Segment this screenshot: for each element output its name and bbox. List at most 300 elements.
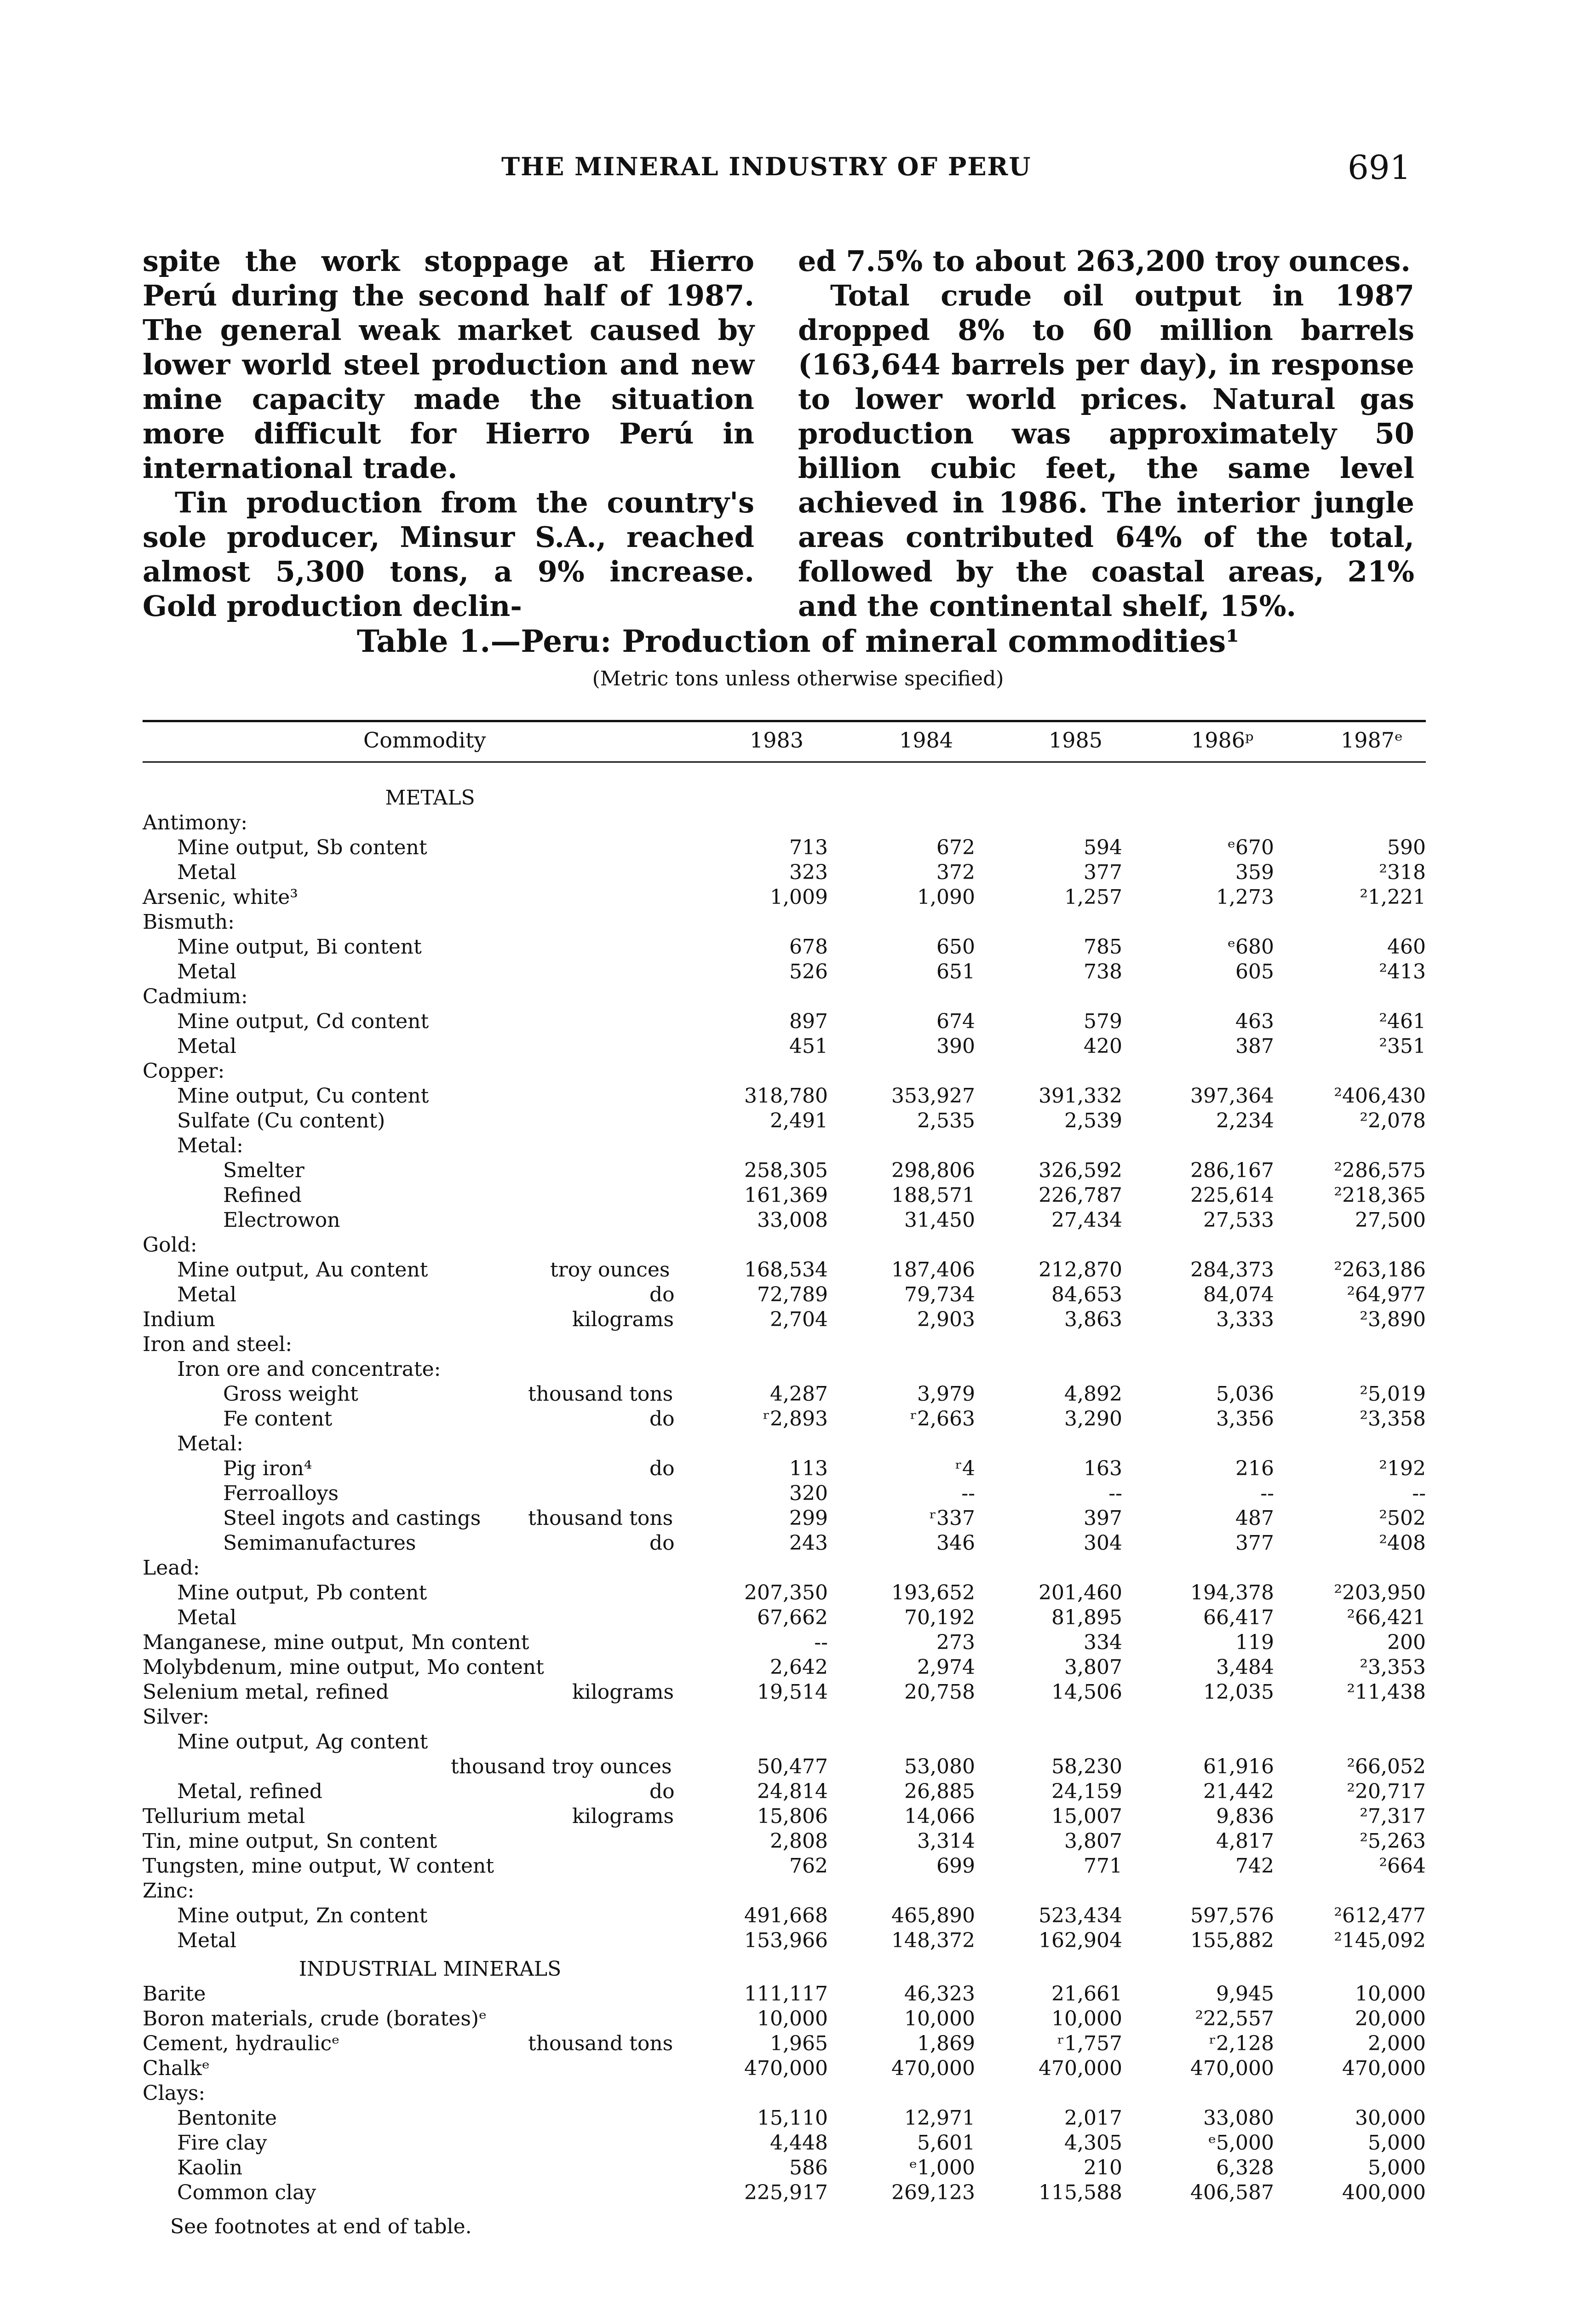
value-cell: 463 bbox=[1235, 1010, 1274, 1033]
value-cell: 6,328 bbox=[1216, 2156, 1274, 2179]
value-cell: 194,378 bbox=[1190, 1581, 1274, 1604]
value-cell: 897 bbox=[789, 1010, 828, 1033]
value-cell: 53,080 bbox=[904, 1755, 975, 1778]
value-cell: 470,000 bbox=[891, 2057, 975, 2080]
table-row bbox=[143, 1879, 1426, 1903]
commodity-label: Iron ore and concentrate: bbox=[177, 1357, 441, 1381]
table-row bbox=[143, 1258, 1426, 1282]
value-cell: 1,273 bbox=[1216, 886, 1274, 909]
commodity-label: Tungsten, mine output, W content bbox=[143, 1854, 494, 1878]
value-cell: 470,000 bbox=[1190, 2057, 1274, 2080]
value-cell: -- bbox=[961, 1482, 975, 1505]
value-cell: 9,945 bbox=[1216, 1982, 1274, 2006]
value-cell: 66,417 bbox=[1203, 1606, 1274, 1629]
table-row bbox=[143, 1779, 1426, 1804]
value-cell: 390 bbox=[936, 1035, 975, 1058]
value-cell: 605 bbox=[1235, 960, 1274, 983]
value-cell: 2,808 bbox=[770, 1829, 828, 1853]
value-cell: 81,895 bbox=[1051, 1606, 1122, 1629]
value-cell: 15,110 bbox=[757, 2106, 828, 2130]
value-cell: 284,373 bbox=[1190, 1258, 1274, 1282]
value-cell: -- bbox=[1260, 1482, 1274, 1505]
value-cell: 4,448 bbox=[770, 2131, 828, 2155]
column-header-1985: 1985 bbox=[1049, 728, 1103, 753]
unit-label: kilograms bbox=[572, 1805, 674, 1828]
value-cell: 9,836 bbox=[1216, 1805, 1274, 1828]
value-cell: ²1,221 bbox=[1360, 886, 1426, 909]
table-subtitle: (Metric tons unless otherwise specified) bbox=[592, 667, 1004, 690]
value-cell: ᵉ670 bbox=[1227, 836, 1274, 859]
value-cell: 526 bbox=[789, 960, 828, 983]
value-cell: 2,535 bbox=[917, 1109, 975, 1133]
commodity-label: Mine output, Ag content bbox=[177, 1730, 428, 1754]
commodity-label: Antimony: bbox=[143, 811, 248, 834]
value-cell: 420 bbox=[1084, 1035, 1122, 1058]
table-row bbox=[143, 860, 1426, 885]
value-cell: 713 bbox=[789, 836, 828, 859]
value-cell: 304 bbox=[1084, 1531, 1122, 1555]
unit-label: do bbox=[649, 1283, 675, 1306]
unit-label: thousand troy ounces bbox=[451, 1755, 672, 1778]
value-cell: 678 bbox=[789, 935, 828, 959]
commodity-label: Refined bbox=[223, 1184, 302, 1207]
commodity-label: Metal bbox=[177, 1283, 237, 1306]
table-footnote: See footnotes at end of table. bbox=[170, 2215, 472, 2238]
table-row bbox=[143, 2156, 1426, 2180]
commodity-label: Indium bbox=[143, 1308, 216, 1331]
value-cell: 15,007 bbox=[1051, 1805, 1122, 1828]
column-header-1984: 1984 bbox=[899, 728, 953, 753]
value-cell: 400,000 bbox=[1342, 2181, 1426, 2204]
value-cell: 216 bbox=[1235, 1457, 1274, 1480]
section-metals: METALS bbox=[385, 786, 475, 810]
table-row bbox=[143, 1158, 1426, 1183]
value-cell: 2,234 bbox=[1216, 1109, 1274, 1133]
table-row bbox=[143, 1531, 1426, 1556]
commodity-label: Electrowon bbox=[223, 1208, 340, 1232]
value-cell: ²7,317 bbox=[1360, 1805, 1426, 1828]
value-cell: ²263,186 bbox=[1334, 1258, 1426, 1282]
value-cell: 72,789 bbox=[757, 1283, 828, 1306]
commodity-label: Mine output, Sb content bbox=[177, 836, 427, 859]
commodity-label: Iron and steel: bbox=[143, 1333, 293, 1356]
commodity-label: Mine output, Au content bbox=[177, 1258, 428, 1282]
table-row bbox=[143, 1332, 1426, 1357]
table-row bbox=[143, 960, 1426, 984]
value-cell: 738 bbox=[1084, 960, 1122, 983]
value-cell: ²203,950 bbox=[1334, 1581, 1426, 1604]
value-cell: ²461 bbox=[1379, 1010, 1426, 1033]
value-cell: ²145,092 bbox=[1334, 1929, 1426, 1952]
value-cell: ʳ4 bbox=[955, 1457, 975, 1480]
value-cell: 672 bbox=[936, 836, 975, 859]
value-cell: ²351 bbox=[1379, 1035, 1426, 1058]
value-cell: 3,314 bbox=[917, 1829, 975, 1853]
table-row bbox=[143, 1208, 1426, 1233]
commodity-label: Steel ingots and castings bbox=[223, 1506, 481, 1530]
value-cell: 651 bbox=[936, 960, 975, 983]
value-cell: 579 bbox=[1084, 1010, 1122, 1033]
value-cell: 27,533 bbox=[1203, 1208, 1274, 1232]
unit-label: kilograms bbox=[572, 1680, 674, 1704]
value-cell: 67,662 bbox=[757, 1606, 828, 1629]
value-cell: 2,491 bbox=[770, 1109, 828, 1133]
value-cell: 15,806 bbox=[757, 1805, 828, 1828]
value-cell: ʳ2,663 bbox=[910, 1407, 975, 1431]
value-cell: 10,000 bbox=[904, 2007, 975, 2030]
value-cell: 200 bbox=[1387, 1631, 1426, 1654]
value-cell: 33,080 bbox=[1203, 2106, 1274, 2130]
value-cell: 2,539 bbox=[1064, 1109, 1122, 1133]
paragraph: Total crude oil output in 1987 dropped 8% to 60 million barrels (163,644 barrels per day), in response to lower world prices. Natural gas production was approximately 50 billion cubic feet, the same level achieved in 1986. The interior jungle areas contributed 64% of the total, followed by the coastal areas, 21% and the continental shelf, 15%. bbox=[798, 279, 1414, 623]
value-cell: 1,090 bbox=[917, 886, 975, 909]
table-row bbox=[143, 1233, 1426, 1258]
unit-label: kilograms bbox=[572, 1308, 674, 1331]
commodity-label: Selenium metal, refined bbox=[143, 1680, 389, 1704]
value-cell: -- bbox=[814, 1631, 828, 1654]
commodity-label: Common clay bbox=[177, 2181, 316, 2204]
value-cell: ²318 bbox=[1379, 861, 1426, 884]
value-cell: 470,000 bbox=[744, 2057, 828, 2080]
value-cell: 4,287 bbox=[770, 1382, 828, 1406]
value-cell: 21,661 bbox=[1051, 1982, 1122, 2006]
value-cell: 24,159 bbox=[1051, 1780, 1122, 1803]
paragraph: ed 7.5% to about 263,200 troy ounces. bbox=[798, 244, 1411, 278]
commodity-label: Metal bbox=[177, 1606, 237, 1629]
value-cell: 3,484 bbox=[1216, 1656, 1274, 1679]
value-cell: 1,965 bbox=[770, 2032, 828, 2055]
table-row bbox=[143, 1605, 1426, 1630]
value-cell: 391,332 bbox=[1039, 1084, 1122, 1108]
value-cell: 84,074 bbox=[1203, 1283, 1274, 1306]
value-cell: 207,350 bbox=[744, 1581, 828, 1604]
commodity-label: Barite bbox=[143, 1982, 206, 2006]
value-cell: 119 bbox=[1235, 1631, 1274, 1654]
value-cell: 269,123 bbox=[891, 2181, 975, 2204]
value-cell: 286,167 bbox=[1190, 1159, 1274, 1182]
value-cell: 4,817 bbox=[1216, 1829, 1274, 1853]
value-cell: 2,642 bbox=[770, 1656, 828, 1679]
value-cell: 3,333 bbox=[1216, 1308, 1274, 1331]
page-number: 691 bbox=[1348, 148, 1411, 187]
value-cell: ²3,890 bbox=[1360, 1308, 1426, 1331]
table-row bbox=[143, 1084, 1426, 1109]
table-row bbox=[143, 935, 1426, 960]
value-cell: 10,000 bbox=[1355, 1982, 1426, 2006]
commodity-label: Tellurium metal bbox=[143, 1805, 305, 1828]
table-row bbox=[143, 2081, 1426, 2106]
commodity-label: Boron materials, crude (borates)ᵉ bbox=[143, 2007, 487, 2030]
table-row bbox=[143, 2056, 1426, 2081]
table-row bbox=[143, 1456, 1426, 1481]
commodity-label: Silver: bbox=[143, 1705, 210, 1729]
right-text-column bbox=[798, 244, 1414, 623]
unit-label: thousand tons bbox=[528, 1382, 673, 1406]
value-cell: 225,917 bbox=[744, 2181, 828, 2204]
value-cell: ²20,717 bbox=[1347, 1780, 1426, 1803]
value-cell: 346 bbox=[936, 1531, 975, 1555]
value-cell: ʳ1,757 bbox=[1057, 2032, 1122, 2055]
value-cell: 225,614 bbox=[1190, 1184, 1274, 1207]
unit-label: troy ounces bbox=[550, 1258, 670, 1282]
value-cell: ²5,263 bbox=[1360, 1829, 1426, 1853]
value-cell: 2,704 bbox=[770, 1308, 828, 1331]
table-row bbox=[143, 2180, 1426, 2205]
table-title: Table 1.—Peru: Production of mineral commodities¹ bbox=[356, 623, 1240, 659]
value-cell: 70,192 bbox=[904, 1606, 975, 1629]
value-cell: ²413 bbox=[1379, 960, 1426, 983]
value-cell: ²2,078 bbox=[1360, 1109, 1426, 1133]
value-cell: ²502 bbox=[1379, 1506, 1426, 1530]
value-cell: 597,576 bbox=[1190, 1904, 1274, 1927]
commodity-label: Metal bbox=[177, 1929, 237, 1952]
table-row bbox=[143, 1034, 1426, 1059]
commodity-label: Fe content bbox=[223, 1407, 333, 1431]
value-cell: 2,000 bbox=[1368, 2032, 1426, 2055]
table-row bbox=[143, 2007, 1426, 2031]
value-cell: 193,652 bbox=[891, 1581, 975, 1604]
value-cell: 3,356 bbox=[1216, 1407, 1274, 1431]
table-row bbox=[143, 1183, 1426, 1208]
table-row bbox=[143, 1957, 1426, 1982]
value-cell: 586 bbox=[789, 2156, 828, 2179]
value-cell: ²664 bbox=[1379, 1854, 1426, 1878]
table-row bbox=[143, 2031, 1426, 2056]
value-cell: 5,000 bbox=[1368, 2156, 1426, 2179]
table-row bbox=[143, 1581, 1426, 1605]
value-cell: ²192 bbox=[1379, 1457, 1426, 1480]
value-cell: 2,903 bbox=[917, 1308, 975, 1331]
value-cell: ²64,977 bbox=[1347, 1283, 1426, 1306]
commodity-label: Gold: bbox=[143, 1233, 197, 1257]
table-row bbox=[143, 835, 1426, 860]
value-cell: 5,036 bbox=[1216, 1382, 1274, 1406]
value-cell: 326,592 bbox=[1039, 1159, 1122, 1182]
commodity-label: Mine output, Bi content bbox=[177, 935, 422, 959]
table-row bbox=[143, 1630, 1426, 1655]
unit-label: thousand tons bbox=[528, 1506, 673, 1530]
table-row bbox=[143, 1357, 1426, 1382]
value-cell: 3,807 bbox=[1064, 1829, 1122, 1853]
table-row bbox=[143, 1481, 1426, 1506]
value-cell: ²218,365 bbox=[1334, 1184, 1426, 1207]
value-cell: 79,734 bbox=[904, 1283, 975, 1306]
commodity-label: Mine output, Zn content bbox=[177, 1904, 428, 1927]
table-row bbox=[143, 1307, 1426, 1332]
value-cell: ²5,019 bbox=[1360, 1382, 1426, 1406]
value-cell: 1,009 bbox=[770, 886, 828, 909]
column-header-1983: 1983 bbox=[750, 728, 804, 753]
commodity-label: Metal bbox=[177, 1035, 237, 1058]
commodity-label: Chalkᵉ bbox=[143, 2057, 210, 2080]
value-cell: 465,890 bbox=[891, 1904, 975, 1927]
value-cell: 299 bbox=[789, 1506, 828, 1530]
value-cell: 50,477 bbox=[757, 1755, 828, 1778]
value-cell: 10,000 bbox=[1051, 2007, 1122, 2030]
value-cell: 470,000 bbox=[1039, 2057, 1122, 2080]
value-cell: 372 bbox=[936, 861, 975, 884]
commodity-label: Tin, mine output, Sn content bbox=[143, 1829, 437, 1853]
commodity-label: Arsenic, white³ bbox=[143, 886, 298, 909]
unit-label: thousand tons bbox=[528, 2032, 673, 2055]
table-row bbox=[143, 1982, 1426, 2007]
commodity-label: Smelter bbox=[223, 1159, 304, 1182]
column-header-1987: 1987ᵉ bbox=[1341, 728, 1403, 753]
value-cell: ᵉ5,000 bbox=[1208, 2131, 1274, 2155]
value-cell: ²3,353 bbox=[1360, 1656, 1426, 1679]
value-cell: 33,008 bbox=[757, 1208, 828, 1232]
table-top-rule bbox=[143, 720, 1426, 722]
value-cell: 14,506 bbox=[1051, 1680, 1122, 1704]
value-cell: 14,066 bbox=[904, 1805, 975, 1828]
table-row bbox=[143, 1009, 1426, 1034]
table-row bbox=[143, 1705, 1426, 1730]
table-row bbox=[143, 2106, 1426, 2131]
table-row bbox=[143, 1133, 1426, 1158]
table-row bbox=[143, 984, 1426, 1009]
column-header-1986: 1986ᵖ bbox=[1191, 728, 1254, 753]
value-cell: 397 bbox=[1084, 1506, 1122, 1530]
value-cell: 21,442 bbox=[1203, 1780, 1274, 1803]
paragraph: Tin production from the country's sole producer, Minsur S.A., reached almost 5,300 tons, a 9% increase. Gold production declin- bbox=[143, 486, 754, 623]
value-cell: ²612,477 bbox=[1334, 1904, 1426, 1927]
value-cell: 674 bbox=[936, 1010, 975, 1033]
table-row bbox=[143, 910, 1426, 935]
commodity-label: Mine output, Cu content bbox=[177, 1084, 429, 1108]
table-row bbox=[143, 1903, 1426, 1928]
value-cell: 162,904 bbox=[1039, 1929, 1122, 1952]
value-cell: 1,869 bbox=[917, 2032, 975, 2055]
value-cell: ²66,421 bbox=[1347, 1606, 1426, 1629]
table-row bbox=[143, 1730, 1426, 1754]
value-cell: 377 bbox=[1235, 1531, 1274, 1555]
unit-label: do bbox=[649, 1407, 675, 1431]
value-cell: ²286,575 bbox=[1334, 1159, 1426, 1182]
value-cell: 2,974 bbox=[917, 1656, 975, 1679]
value-cell: 27,500 bbox=[1355, 1208, 1426, 1232]
value-cell: ᵉ1,000 bbox=[909, 2156, 975, 2179]
value-cell: 19,514 bbox=[757, 1680, 828, 1704]
value-cell: 115,588 bbox=[1039, 2181, 1122, 2204]
value-cell: 2,017 bbox=[1064, 2106, 1122, 2130]
value-cell: 318,780 bbox=[744, 1084, 828, 1108]
table-row bbox=[143, 1655, 1426, 1680]
value-cell: 24,814 bbox=[757, 1780, 828, 1803]
table-row bbox=[143, 1382, 1426, 1407]
value-cell: 397,364 bbox=[1190, 1084, 1274, 1108]
table-row bbox=[143, 1854, 1426, 1879]
value-cell: 243 bbox=[789, 1531, 828, 1555]
table-row bbox=[143, 1804, 1426, 1829]
table-row bbox=[143, 811, 1426, 835]
value-cell: 201,460 bbox=[1039, 1581, 1122, 1604]
value-cell: ʳ2,128 bbox=[1209, 2032, 1274, 2055]
commodity-label: Bentonite bbox=[177, 2106, 277, 2130]
commodity-label: Molybdenum, mine output, Mo content bbox=[143, 1656, 544, 1679]
value-cell: 451 bbox=[789, 1035, 828, 1058]
value-cell: 353,927 bbox=[891, 1084, 975, 1108]
value-cell: 153,966 bbox=[744, 1929, 828, 1952]
value-cell: 5,000 bbox=[1368, 2131, 1426, 2155]
running-title: THE MINERAL INDUSTRY OF PERU bbox=[501, 152, 1032, 181]
value-cell: 161,369 bbox=[744, 1184, 828, 1207]
value-cell: ²22,557 bbox=[1195, 2007, 1274, 2030]
value-cell: 187,406 bbox=[891, 1258, 975, 1282]
commodity-label: Metal bbox=[177, 960, 237, 983]
section-industrial-minerals: INDUSTRIAL MINERALS bbox=[299, 1957, 562, 1981]
commodity-label: Kaolin bbox=[177, 2156, 243, 2179]
value-cell: 26,885 bbox=[904, 1780, 975, 1803]
column-header-commodity: Commodity bbox=[363, 728, 486, 753]
commodity-label: Metal, refined bbox=[177, 1780, 323, 1803]
value-cell: ᵉ680 bbox=[1227, 935, 1274, 959]
commodity-label: Metal: bbox=[177, 1432, 243, 1455]
table-row bbox=[143, 1109, 1426, 1133]
value-cell: 3,290 bbox=[1064, 1407, 1122, 1431]
value-cell: 226,787 bbox=[1039, 1184, 1122, 1207]
value-cell: 148,372 bbox=[891, 1929, 975, 1952]
value-cell: 61,916 bbox=[1203, 1755, 1274, 1778]
left-text-column bbox=[143, 244, 754, 623]
value-cell: ²406,430 bbox=[1334, 1084, 1426, 1108]
value-cell: 27,434 bbox=[1051, 1208, 1122, 1232]
page-header bbox=[0, 148, 1596, 193]
value-cell: 487 bbox=[1235, 1506, 1274, 1530]
value-cell: 258,305 bbox=[744, 1159, 828, 1182]
value-cell: 771 bbox=[1084, 1854, 1122, 1878]
value-cell: 650 bbox=[936, 935, 975, 959]
value-cell: 111,117 bbox=[744, 1982, 828, 2006]
commodity-label: Cadmium: bbox=[143, 985, 248, 1008]
value-cell: 273 bbox=[936, 1631, 975, 1654]
value-cell: 46,323 bbox=[904, 1982, 975, 2006]
commodity-label: Fire clay bbox=[177, 2131, 267, 2155]
value-cell: 3,863 bbox=[1064, 1308, 1122, 1331]
value-cell: 5,601 bbox=[917, 2131, 975, 2155]
unit-label: do bbox=[649, 1780, 675, 1803]
commodity-label: Bismuth: bbox=[143, 910, 235, 934]
value-cell: 31,450 bbox=[904, 1208, 975, 1232]
value-cell: 20,758 bbox=[904, 1680, 975, 1704]
value-cell: 323 bbox=[789, 861, 828, 884]
commodity-label: Mine output, Pb content bbox=[177, 1581, 427, 1604]
table-row bbox=[143, 1282, 1426, 1307]
value-cell: 590 bbox=[1387, 836, 1426, 859]
value-cell: 334 bbox=[1084, 1631, 1122, 1654]
value-cell: 406,587 bbox=[1190, 2181, 1274, 2204]
value-cell: 30,000 bbox=[1355, 2106, 1426, 2130]
value-cell: ²11,438 bbox=[1347, 1680, 1426, 1704]
value-cell: 742 bbox=[1235, 1854, 1274, 1878]
commodity-label: Clays: bbox=[143, 2082, 206, 2105]
value-cell: 4,305 bbox=[1064, 2131, 1122, 2155]
commodity-label: Metal bbox=[177, 861, 237, 884]
value-cell: 113 bbox=[789, 1457, 828, 1480]
table-row bbox=[143, 1432, 1426, 1456]
value-cell: 3,979 bbox=[917, 1382, 975, 1406]
value-cell: 212,870 bbox=[1039, 1258, 1122, 1282]
table-row bbox=[143, 885, 1426, 910]
commodity-label: Gross weight bbox=[223, 1382, 358, 1406]
commodity-label: Lead: bbox=[143, 1556, 200, 1580]
table-row bbox=[143, 1928, 1426, 1953]
value-cell: 377 bbox=[1084, 861, 1122, 884]
value-cell: 470,000 bbox=[1342, 2057, 1426, 2080]
commodity-label: Pig iron⁴ bbox=[223, 1457, 312, 1480]
unit-label: do bbox=[649, 1457, 675, 1480]
value-cell: 10,000 bbox=[757, 2007, 828, 2030]
table-row bbox=[143, 1407, 1426, 1432]
